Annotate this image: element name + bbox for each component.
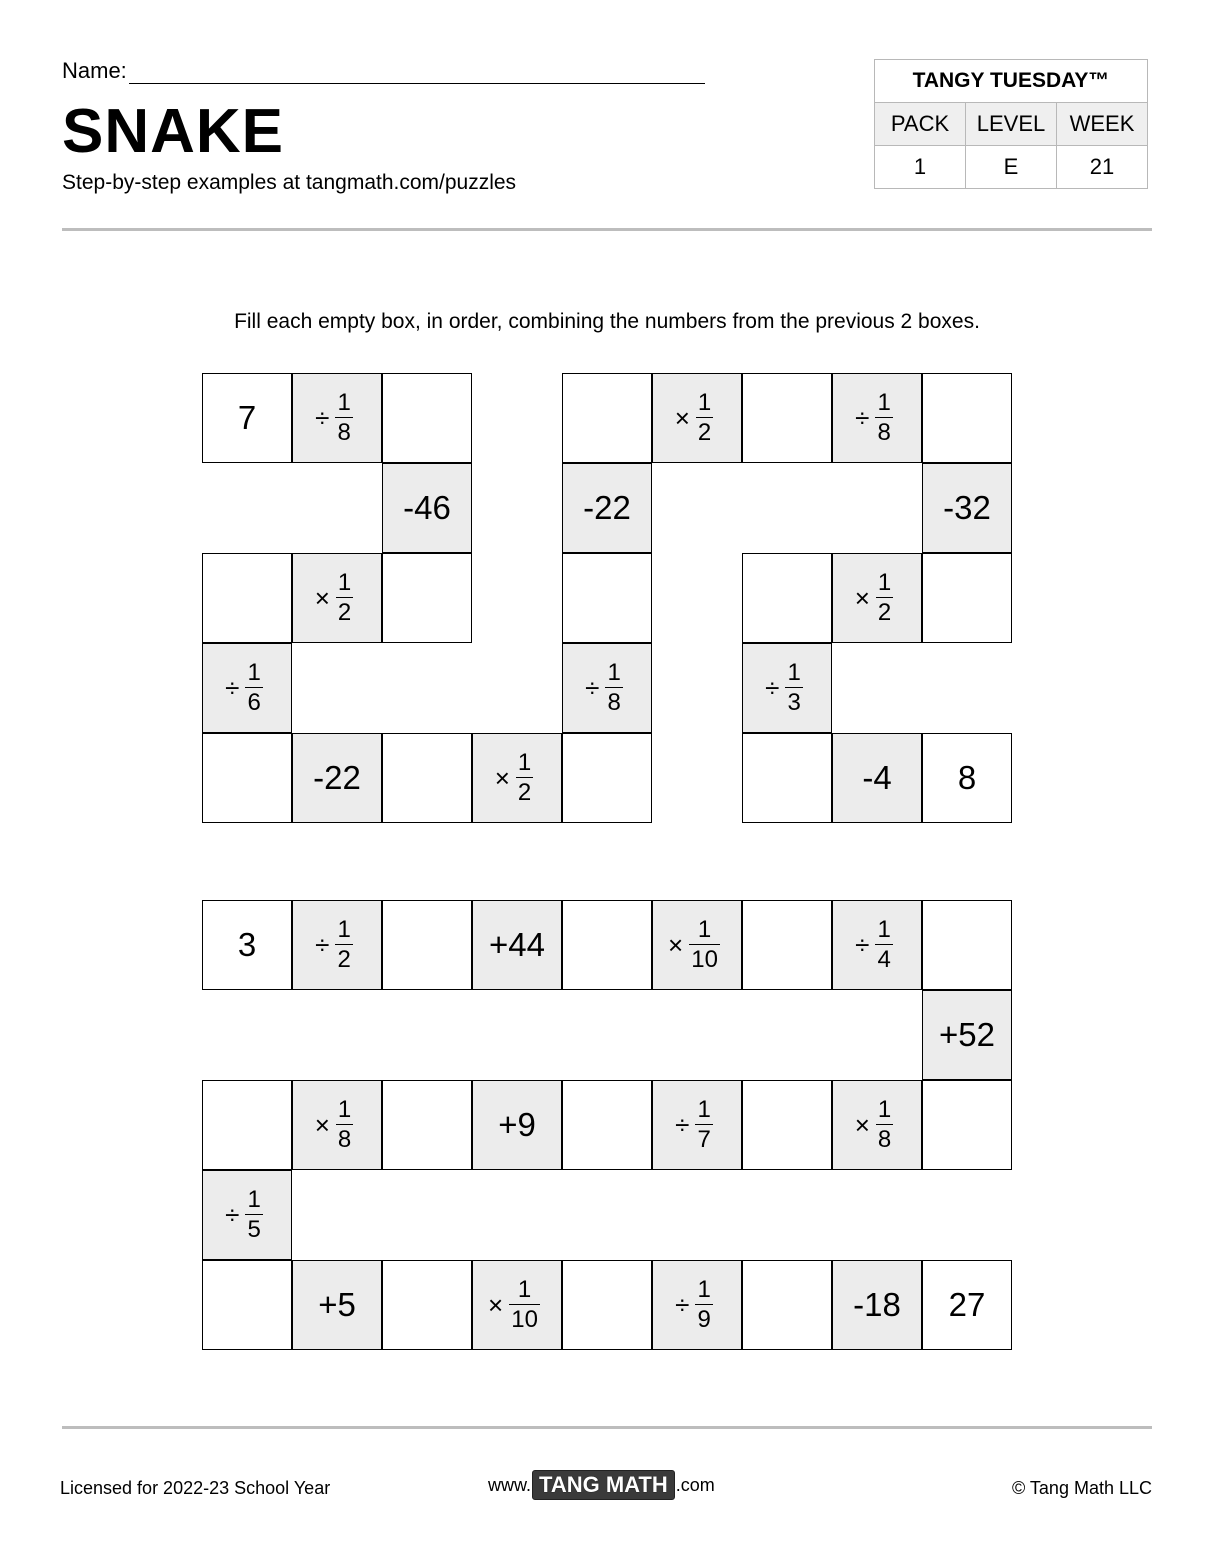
fraction (245, 1185, 262, 1244)
answer-box[interactable] (562, 373, 652, 463)
numerator: 1 (607, 658, 621, 686)
box-value: 8 (957, 759, 977, 796)
info-table-title: TANGY TUESDAY™ (875, 60, 1148, 103)
answer-box[interactable] (562, 1080, 652, 1170)
fraction (689, 915, 720, 974)
number-box (922, 1260, 1012, 1350)
numerator: 1 (697, 1275, 711, 1303)
denominator: 8 (337, 1126, 352, 1154)
box-value: 3 (237, 926, 257, 963)
numerator: 1 (517, 748, 532, 776)
license-text: Licensed for 2022-23 School Year (60, 1478, 331, 1498)
number-box (202, 373, 292, 463)
denominator: 8 (877, 419, 891, 447)
answer-box[interactable] (742, 553, 832, 643)
numerator: 1 (337, 388, 351, 416)
operation-box (202, 1170, 292, 1260)
answer-box[interactable] (742, 373, 832, 463)
numerator: 1 (877, 568, 892, 596)
operator-symbol: ÷ (765, 672, 780, 703)
info-col-pack: PACK (875, 103, 966, 146)
answer-box[interactable] (922, 553, 1012, 643)
answer-box[interactable] (742, 1080, 832, 1170)
name-label: Name: (62, 58, 127, 83)
footer-divider (62, 1426, 1152, 1429)
numerator: 1 (877, 1095, 892, 1123)
answer-box[interactable] (382, 553, 472, 643)
answer-box[interactable] (202, 1080, 292, 1170)
operator-symbol: × (314, 1109, 330, 1140)
page-title: SNAKE (62, 97, 285, 166)
operator-symbol: × (494, 762, 510, 793)
denominator: 7 (697, 1126, 711, 1154)
operation-box (382, 463, 472, 553)
operator-symbol: ÷ (675, 1289, 690, 1320)
answer-box[interactable] (562, 900, 652, 990)
numerator: 1 (877, 388, 891, 416)
denominator: 9 (697, 1306, 711, 1334)
numerator: 1 (697, 915, 712, 943)
numerator: 1 (517, 1275, 532, 1303)
answer-box[interactable] (562, 733, 652, 823)
operator-symbol: × (314, 582, 330, 613)
fraction (335, 388, 352, 447)
box-value: 7 (237, 399, 257, 436)
answer-box[interactable] (382, 733, 472, 823)
denominator: 3 (787, 689, 801, 717)
box-value: -4 (862, 759, 892, 796)
fraction (336, 1095, 353, 1154)
operator-symbol: ÷ (315, 402, 330, 433)
box-value: -32 (943, 489, 991, 526)
operation-box (832, 553, 922, 643)
subtitle: Step-by-step examples at tangmath.com/puzzles (62, 171, 517, 194)
answer-box[interactable] (382, 373, 472, 463)
operation-box (472, 733, 562, 823)
info-val-level: E (966, 146, 1057, 189)
fraction (696, 388, 713, 447)
answer-box[interactable] (742, 733, 832, 823)
answer-box[interactable] (382, 1080, 472, 1170)
fraction (605, 658, 622, 717)
numerator: 1 (697, 388, 712, 416)
answer-box[interactable] (922, 900, 1012, 990)
operation-box (472, 1080, 562, 1170)
operation-box (832, 1080, 922, 1170)
numerator: 1 (247, 1185, 261, 1213)
numerator: 1 (337, 915, 351, 943)
answer-box[interactable] (742, 1260, 832, 1350)
answer-box[interactable] (562, 553, 652, 643)
operation-box (292, 1080, 382, 1170)
numerator: 1 (337, 1095, 352, 1123)
operation-box (292, 373, 382, 463)
operator-symbol: ÷ (855, 402, 870, 433)
denominator: 2 (337, 946, 351, 974)
operation-box (202, 643, 292, 733)
url-suffix: .com (675, 1474, 715, 1495)
fraction (695, 1275, 712, 1334)
operator-symbol: × (854, 582, 870, 613)
denominator: 10 (691, 946, 718, 974)
tang-math-logo: TANG MATH (532, 1470, 675, 1500)
fraction (875, 388, 892, 447)
url-prefix: www. (488, 1474, 532, 1495)
operation-box (562, 643, 652, 733)
answer-box[interactable] (382, 1260, 472, 1350)
operation-box (742, 643, 832, 733)
info-col-level: LEVEL (966, 103, 1057, 146)
answer-box[interactable] (562, 1260, 652, 1350)
number-box (202, 900, 292, 990)
answer-box[interactable] (922, 373, 1012, 463)
operator-symbol: ÷ (225, 1199, 240, 1230)
operation-box (562, 463, 652, 553)
operator-symbol: ÷ (315, 929, 330, 960)
numerator: 1 (877, 915, 891, 943)
header-divider (62, 228, 1152, 231)
fraction (336, 568, 353, 627)
name-field[interactable] (129, 61, 705, 84)
box-value: 27 (948, 1286, 986, 1323)
fraction (335, 915, 352, 974)
instructions: Fill each empty box, in order, combining the numbers from the previous 2 boxes. (234, 310, 980, 333)
answer-box[interactable] (922, 1080, 1012, 1170)
box-value: -46 (403, 489, 451, 526)
box-value: +5 (318, 1286, 356, 1323)
operation-box (292, 553, 382, 643)
denominator: 10 (511, 1306, 538, 1334)
box-value: +9 (498, 1106, 536, 1143)
box-value: -22 (313, 759, 361, 796)
operation-box (292, 1260, 382, 1350)
box-value: +52 (939, 1016, 995, 1053)
operator-symbol: ÷ (225, 672, 240, 703)
operation-box (832, 733, 922, 823)
operation-box (292, 900, 382, 990)
operator-symbol: ÷ (855, 929, 870, 960)
operation-box (652, 1080, 742, 1170)
fraction (509, 1275, 540, 1334)
info-val-week: 21 (1057, 146, 1148, 189)
operator-symbol: ÷ (675, 1109, 690, 1140)
answer-box[interactable] (742, 900, 832, 990)
answer-box[interactable] (202, 1260, 292, 1350)
operator-symbol: × (854, 1109, 870, 1140)
info-val-pack: 1 (875, 146, 966, 189)
operator-symbol: ÷ (585, 672, 600, 703)
operation-box (922, 463, 1012, 553)
copyright-text: © Tang Math LLC (1011, 1478, 1152, 1498)
numerator: 1 (247, 658, 261, 686)
operation-box (652, 900, 742, 990)
operation-box (832, 373, 922, 463)
numerator: 1 (697, 1095, 711, 1123)
operator-symbol: × (488, 1289, 504, 1320)
puzzle-grid-2 (202, 900, 1014, 1352)
fraction (876, 1095, 893, 1154)
denominator: 2 (877, 599, 892, 627)
fraction (695, 1095, 712, 1154)
info-table (874, 59, 1148, 189)
operator-symbol: × (668, 929, 684, 960)
operation-box (922, 990, 1012, 1080)
numerator: 1 (787, 658, 801, 686)
operation-box (292, 733, 382, 823)
number-box (922, 733, 1012, 823)
denominator: 2 (697, 419, 712, 447)
name-line (62, 58, 705, 84)
box-value: +44 (489, 926, 545, 963)
denominator: 5 (247, 1216, 261, 1244)
numerator: 1 (337, 568, 352, 596)
denominator: 8 (337, 419, 351, 447)
puzzle-grid-1 (202, 373, 1014, 825)
answer-box[interactable] (202, 553, 292, 643)
denominator: 6 (247, 689, 261, 717)
footer-url[interactable] (488, 1470, 715, 1500)
fraction (876, 568, 893, 627)
denominator: 8 (877, 1126, 892, 1154)
answer-box[interactable] (382, 900, 472, 990)
box-value: -22 (583, 489, 631, 526)
box-value: -18 (853, 1286, 901, 1323)
fraction (516, 748, 533, 807)
denominator: 2 (337, 599, 352, 627)
operation-box (472, 1260, 562, 1350)
denominator: 4 (877, 946, 891, 974)
operation-box (652, 373, 742, 463)
operation-box (832, 1260, 922, 1350)
denominator: 2 (517, 779, 532, 807)
operation-box (652, 1260, 742, 1350)
operator-symbol: × (674, 402, 690, 433)
fraction (245, 658, 262, 717)
operation-box (832, 900, 922, 990)
fraction (875, 915, 892, 974)
operation-box (472, 900, 562, 990)
denominator: 8 (607, 689, 621, 717)
answer-box[interactable] (202, 733, 292, 823)
fraction (785, 658, 802, 717)
info-col-week: WEEK (1057, 103, 1148, 146)
